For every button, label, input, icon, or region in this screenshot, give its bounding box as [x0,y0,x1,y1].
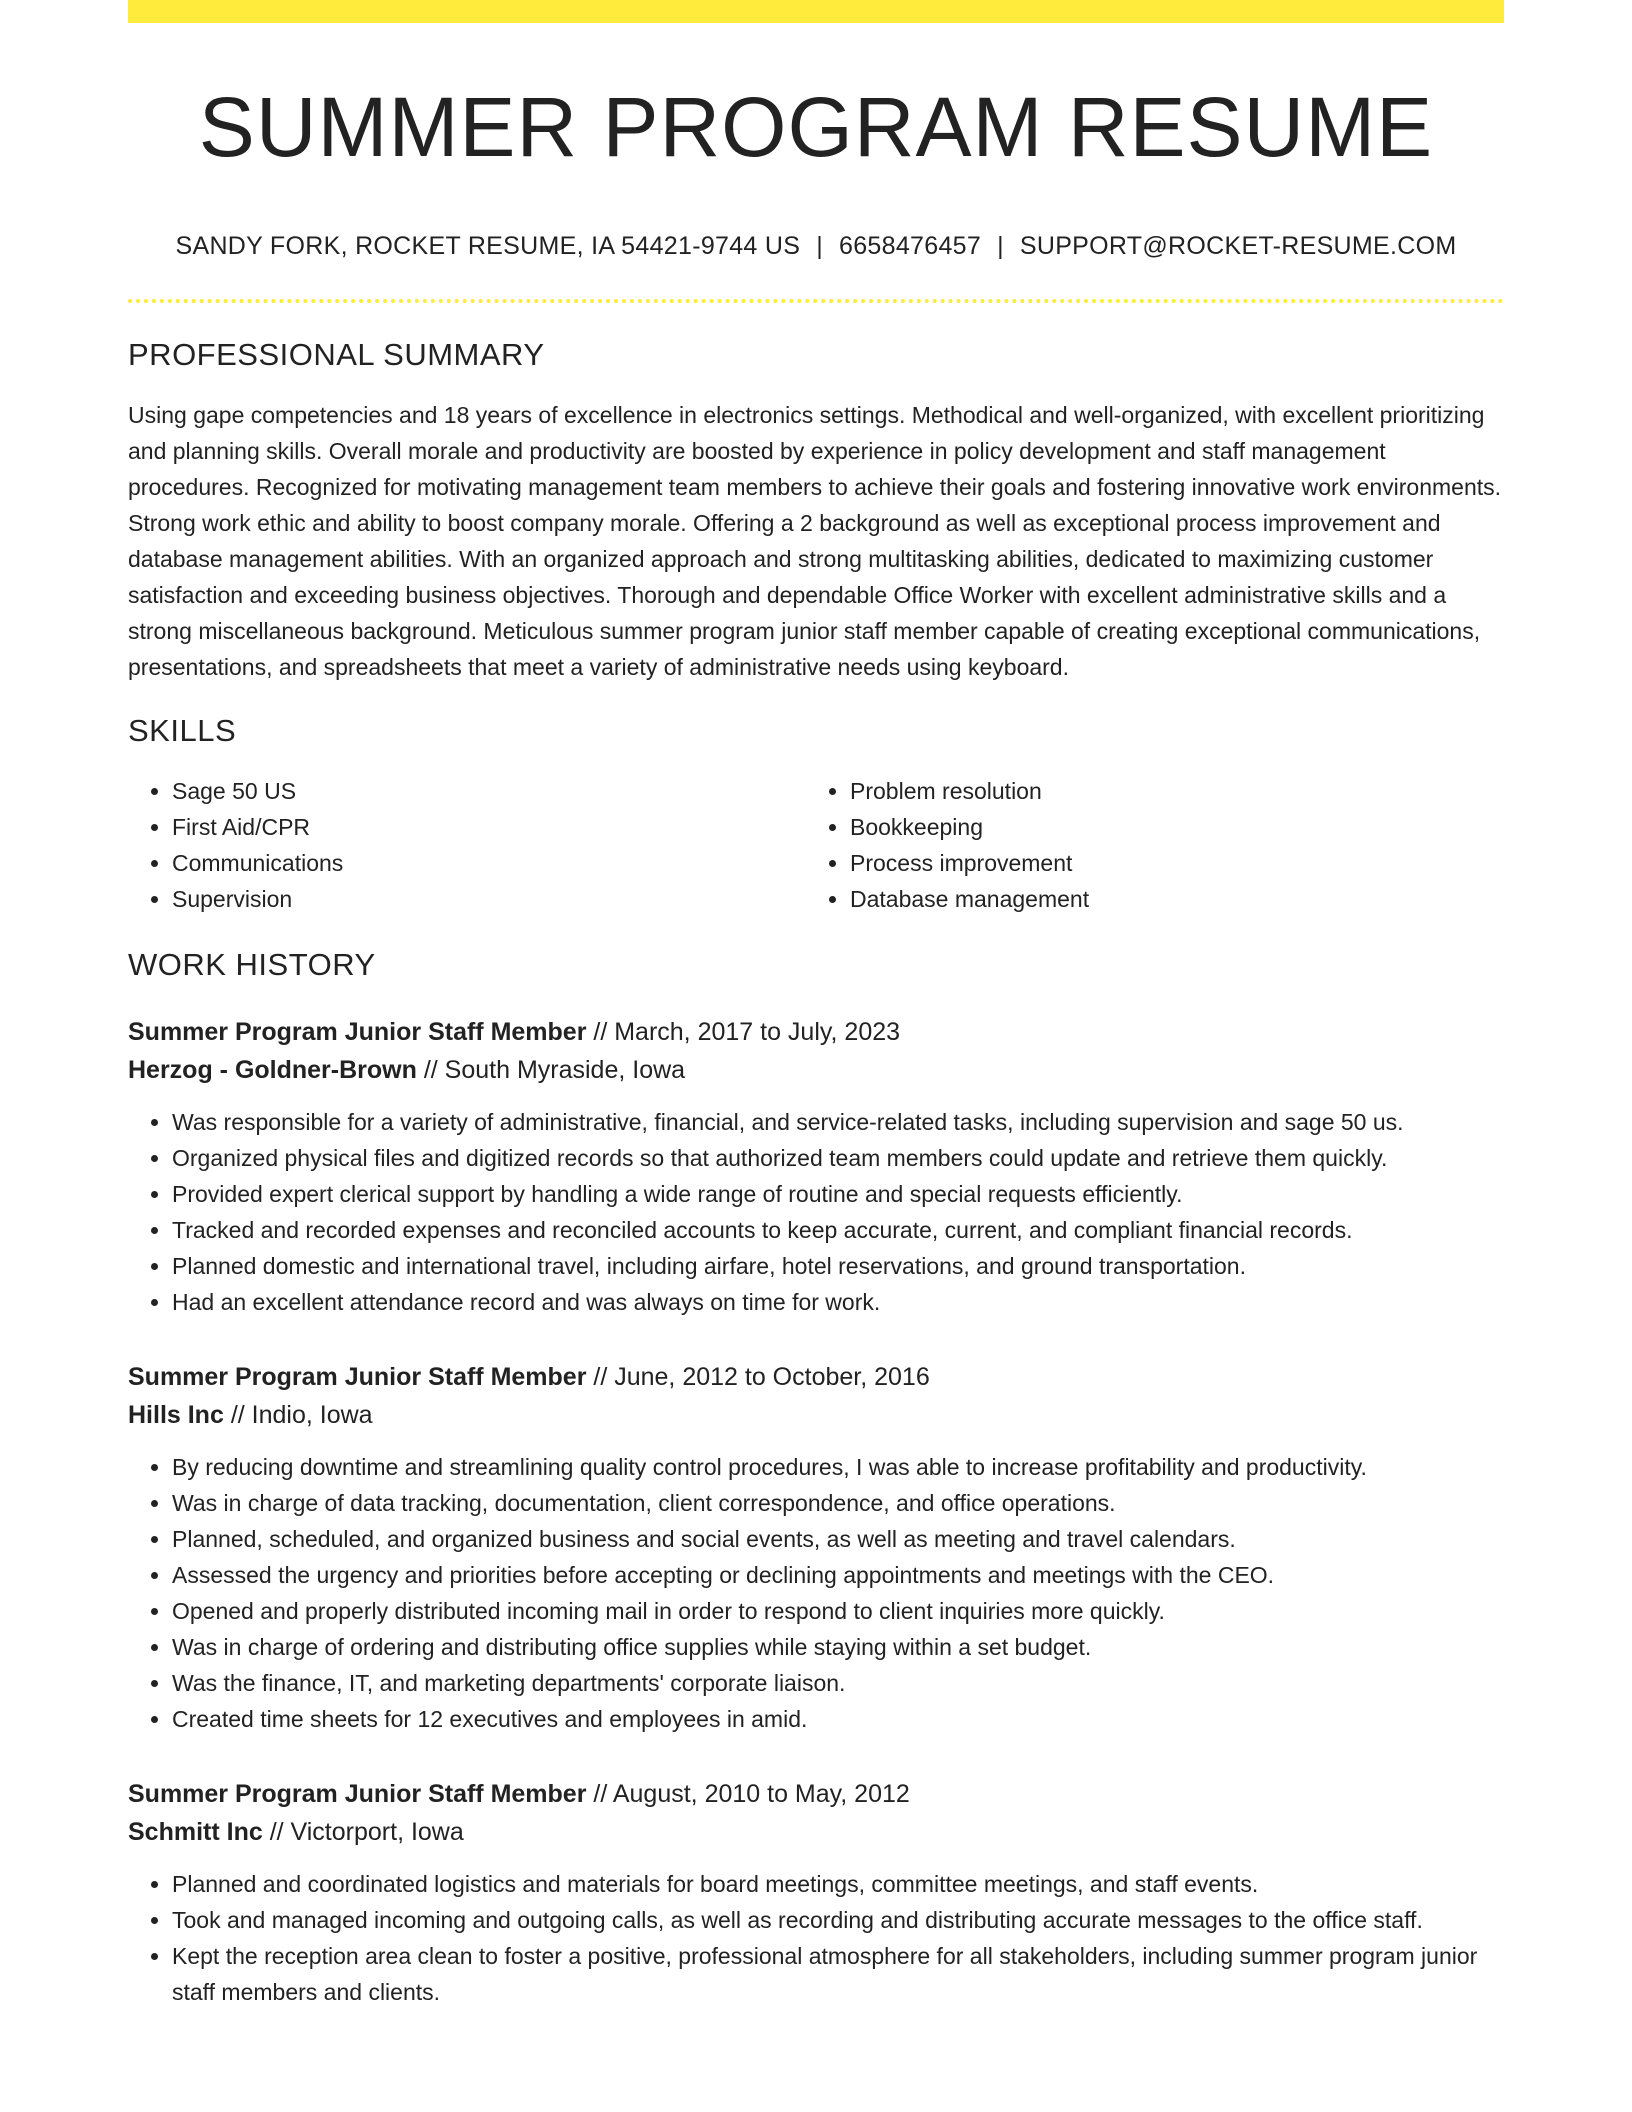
contact-phone: 6658476457 [839,232,982,260]
job-company: Hills Inc [128,1401,224,1429]
job-title-line [128,1775,1504,1813]
job-location: // Indio, Iowa [223,1401,373,1429]
job-bullet: • Planned, scheduled, and organized business and social events, as well as meeting and travel calendars. [172,1521,1504,1557]
job-company-line [128,1396,1504,1434]
job-dates: // June, 2012 to October, 2016 [586,1363,930,1391]
skill-item: • First Aid/CPR [172,809,806,845]
job-company: Schmitt Inc [128,1818,263,1846]
job-bullets [128,1104,1504,1320]
job-bullet: • By reducing downtime and streamlining quality control procedures, I was able to increase profitability and productivity. [172,1449,1504,1485]
job-company: Herzog - Goldner-Brown [128,1056,417,1084]
job-bullet: • Organized physical files and digitized records so that authorized team members could update and retrieve them quickly. [172,1140,1504,1176]
skill-item: • Supervision [172,881,806,917]
job-bullet: • Provided expert clerical support by handling a wide range of routine and special requests efficiently. [172,1176,1504,1212]
job-bullet: • Had an excellent attendance record and was always on time for work. [172,1284,1504,1320]
skill-item: • Process improvement [850,845,1490,881]
contact-email[interactable]: SUPPORT@ROCKET-RESUME.COM [1019,232,1457,260]
job-entry [128,1775,1504,2010]
job-dates: // August, 2010 to May, 2012 [586,1780,910,1808]
skill-item: • Bookkeeping [850,809,1490,845]
skills-column-right [806,773,1490,917]
job-title-line [128,1358,1504,1396]
job-bullets [128,1449,1504,1737]
job-bullet: • Tracked and recorded expenses and reconciled accounts to keep accurate, current, and compliant financial records. [172,1212,1504,1248]
job-role: Summer Program Junior Staff Member [128,1363,587,1391]
resume-title: SUMMER PROGRAM RESUME [198,80,1434,174]
job-location: // South Myraside, Iowa [416,1056,686,1084]
contact-address: SANDY FORK, ROCKET RESUME, IA 54421-9744 US [175,232,801,260]
job-entry [128,1358,1504,1737]
skill-item: • Problem resolution [850,773,1490,809]
job-entry [128,1013,1504,1320]
job-bullet: • Was in charge of ordering and distributing office supplies while staying within a set budget. [172,1629,1504,1665]
job-bullet: • Was in charge of data tracking, documentation, client correspondence, and office operations. [172,1485,1504,1521]
job-bullets [128,1866,1504,2010]
resume-page [128,0,1504,2010]
job-bullet: • Created time sheets for 12 executives and employees in amid. [172,1701,1504,1737]
job-bullet: • Took and managed incoming and outgoing calls, as well as recording and distributing accurate messages to the office staff. [172,1902,1504,1938]
job-title-line [128,1013,1504,1051]
job-bullet: • Planned and coordinated logistics and materials for board meetings, committee meetings, and staff events. [172,1866,1504,1902]
contact-line [128,232,1504,261]
work-history-heading: WORK HISTORY [128,947,376,982]
job-bullet: • Was the finance, IT, and marketing departments' corporate liaison. [172,1665,1504,1701]
skill-item: • Database management [850,881,1490,917]
skills-column-left [128,773,806,917]
job-role: Summer Program Junior Staff Member [128,1018,587,1046]
job-company-line [128,1813,1504,1851]
summary-heading: PROFESSIONAL SUMMARY [128,337,545,372]
job-role: Summer Program Junior Staff Member [128,1780,587,1808]
contact-separator: | [816,232,824,260]
header-divider [128,299,1504,303]
job-bullet: • Kept the reception area clean to foster a positive, professional atmosphere for all stakeholders, including summer program junior staff members and clients. [172,1938,1504,2010]
skill-item: • Sage 50 US [172,773,806,809]
job-location: // Victorport, Iowa [262,1818,464,1846]
summary-text: Using gape competencies and 18 years of excellence in electronics settings. Methodical and well-organized, with excellent prioritizing and planning skills. Overall morale and productivity are boosted by experience in policy development and staff management procedures. Recognized for motivating management team members to achieve their goals and fostering innovative work environments. Strong work ethic and ability to boost company morale. Offering a 2 background as well as exceptional process improvement and database management abilities. With an organized approach and strong multitasking abilities, dedicated to maximizing customer satisfaction and exceeding business objectives. Thorough and dependable Office Worker with excellent administrative skills and a strong miscellaneous background. Meticulous summer program junior staff member capable of creating exceptional communications, presentations, and spreadsheets that meet a variety of administrative needs using keyboard. [128,402,1502,680]
job-bullet: • Opened and properly distributed incoming mail in order to respond to client inquiries more quickly. [172,1593,1504,1629]
skills-heading: SKILLS [128,713,237,748]
job-company-line [128,1051,1504,1089]
skills-list [128,773,1504,917]
top-accent-bar [128,0,1504,23]
contact-separator: | [997,232,1004,260]
job-dates: // March, 2017 to July, 2023 [586,1018,901,1046]
job-bullet: • Was responsible for a variety of administrative, financial, and service-related tasks, including supervision and sage 50 us. [172,1104,1504,1140]
skill-item: • Communications [172,845,806,881]
job-bullet: • Assessed the urgency and priorities before accepting or declining appointments and meetings with the CEO. [172,1557,1504,1593]
job-bullet: • Planned domestic and international travel, including airfare, hotel reservations, and ground transportation. [172,1248,1504,1284]
